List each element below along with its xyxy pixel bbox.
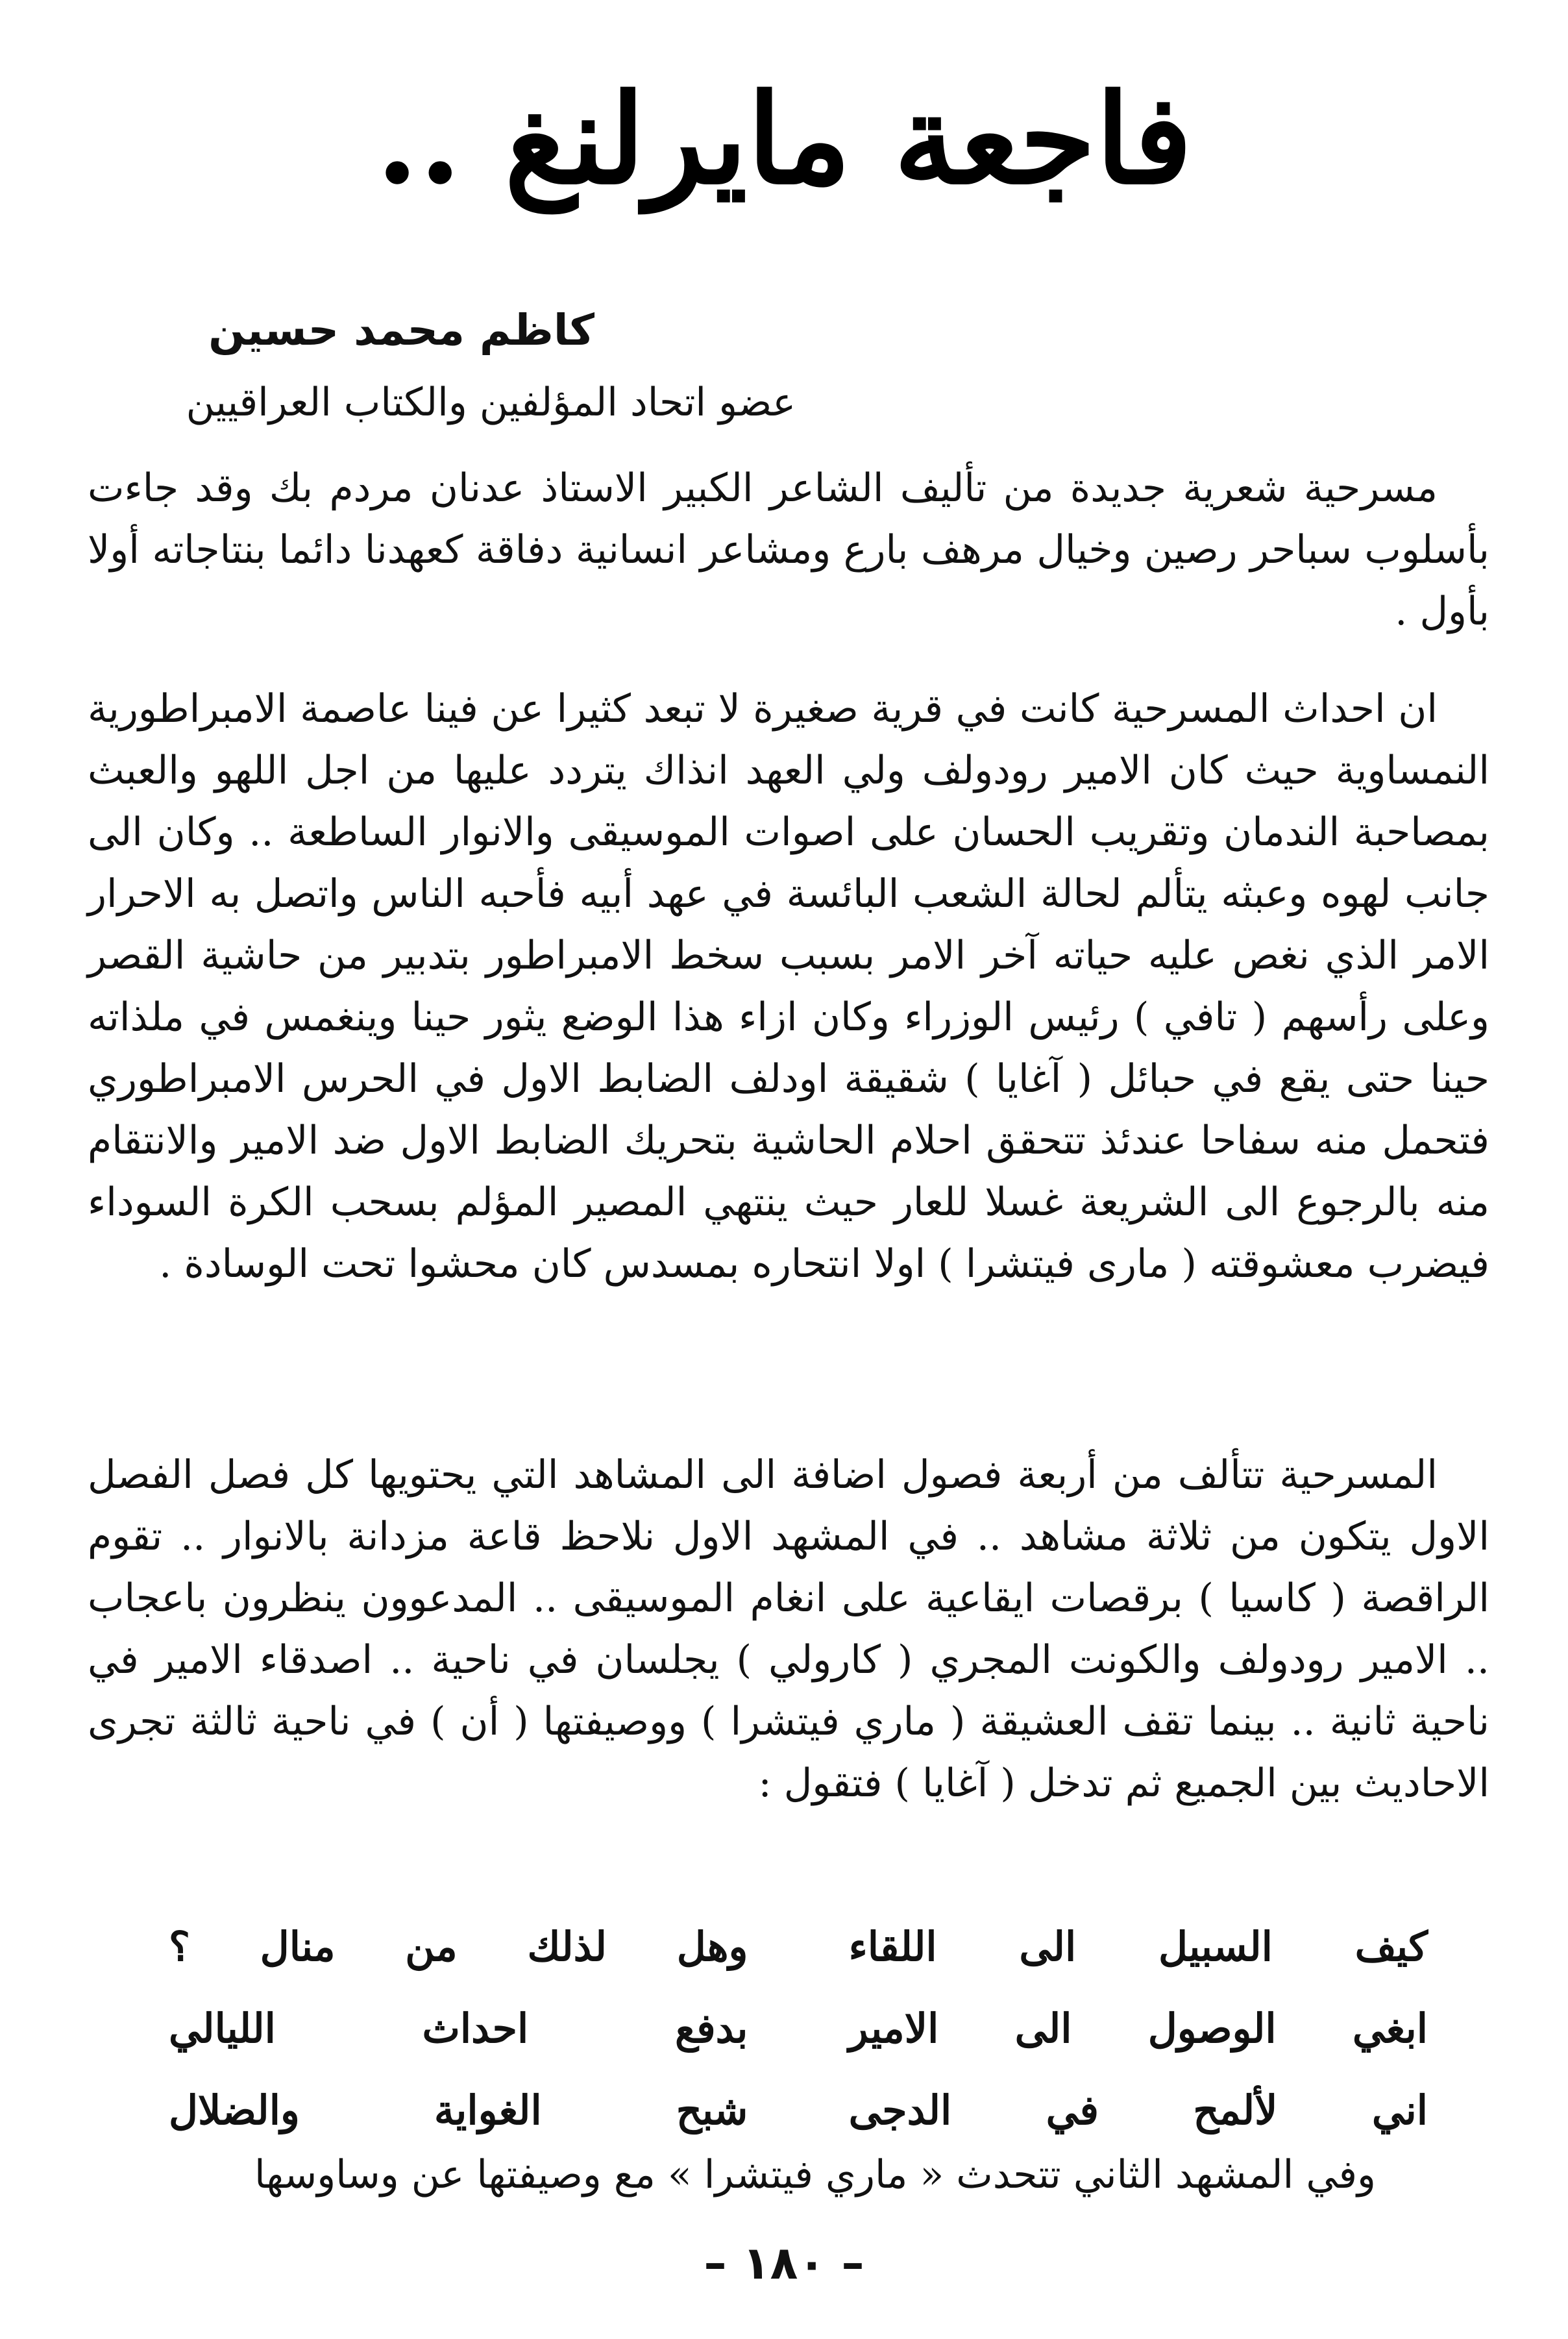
verse-first-hemistich: كيف السبيل الى اللقاء xyxy=(848,1922,1428,1970)
paragraph: مسرحية شعرية جديدة من تأليف الشاعر الكبير الاستاذ عدنان مردم بك وقد جاءت بأسلوب سباحر رصين وخيال مرهف بارع ومشاعر انسانية دفاقة كعهدنا دائما بنتاجاته أولا بأول . xyxy=(88,465,1489,634)
body-text-block-1 xyxy=(88,458,1489,643)
verse-second-hemistich: بدفع احداث الليالي xyxy=(169,2004,748,2052)
page-number: – ١٨٠ – xyxy=(704,2236,864,2290)
verse-first-hemistich: اني لألمح في الدجى xyxy=(848,2086,1428,2134)
verse-second-hemistich: وهل لذلك من منال ؟ xyxy=(169,1922,748,1970)
verse-line xyxy=(169,1905,1428,1987)
verse-line xyxy=(169,2069,1428,2151)
verse-line xyxy=(169,1987,1428,2069)
article-title: فاجعة مايرلنغ .. xyxy=(375,67,1192,212)
body-text-block-2 xyxy=(88,678,1489,1295)
author-affiliation: عضو اتحاد المؤلفين والكتاب العراقيين xyxy=(186,380,796,425)
paragraph: المسرحية تتألف من أربعة فصول اضافة الى المشاهد التي يحتويها كل فصل الفصل الاول يتكون من ثلاثة مشاهد .. في المشهد الاول نلاحظ قاعة مزدانة بالانوار .. تقوم الراقصة ( كاسيا ) برقصات ايقاعية على انغام الموسيقى .. المدعوون ينظرون باعجاب .. الامير رودولف والكونت المجري ( كارولي ) يجلسان في ناحية .. اصدقاء الامير في ناحية ثانية .. بينما تقف العشيقة ( ماري فيتشرا ) ووصيفتها ( أن ) في ناحية ثالثة تجرى الاحاديث بين الجميع ثم تدخل ( آغايا ) فتقول : xyxy=(88,1452,1489,1806)
closing-line: وفي المشهد الثاني تتحدث « ماري فيتشرا » مع وصيفتها عن وساوسها xyxy=(254,2152,1376,2197)
verse-first-hemistich: ابغي الوصول الى الامير xyxy=(848,2004,1428,2052)
poem-verses xyxy=(169,1905,1428,2151)
paragraph: ان احداث المسرحية كانت في قرية صغيرة لا تبعد كثيرا عن فينا عاصمة الامبراطورية النمساوية حيث كان الامير رودولف ولي العهد انذاك يتردد عليها من اجل اللهو والعبث بمصاحبة الندمان وتقريب الحسان على اصوات الموسيقى والانوار الساطعة .. وكان الى جانب لهوه وعبثه يتألم لحالة الشعب البائسة في عهد أبيه فأحبه الناس واتصل به الاحرار الامر الذي نغص عليه حياته آخر الامر بسبب سخط الامبراطور بتدبير من حاشية القصر وعلى رأسهم ( تافي ) رئيس الوزراء وكان ازاء هذا الوضع يثور حينا وينغمس في ملذاته حينا حتى يقع في حبائل ( آغايا ) شقيقة اودلف الضابط الاول في الحرس الامبراطوري فتحمل منه سفاحا عندئذ تتحقق احلام الحاشية بتحريك الضابط الاول ضد الامير والانتقام منه بالرجوع الى الشريعة غسلا للعار حيث ينتهي المصير المؤلم بسحب الكرة السوداء فيضرب معشوقته ( مارى فيتشرا ) اولا انتحاره بمسدس كان محشوا تحت الوسادة . xyxy=(88,686,1490,1287)
verse-second-hemistich: شبح الغواية والضلال xyxy=(169,2086,748,2134)
body-text-block-3 xyxy=(88,1444,1489,1814)
author-name: كاظم محمد حسين xyxy=(208,305,594,355)
